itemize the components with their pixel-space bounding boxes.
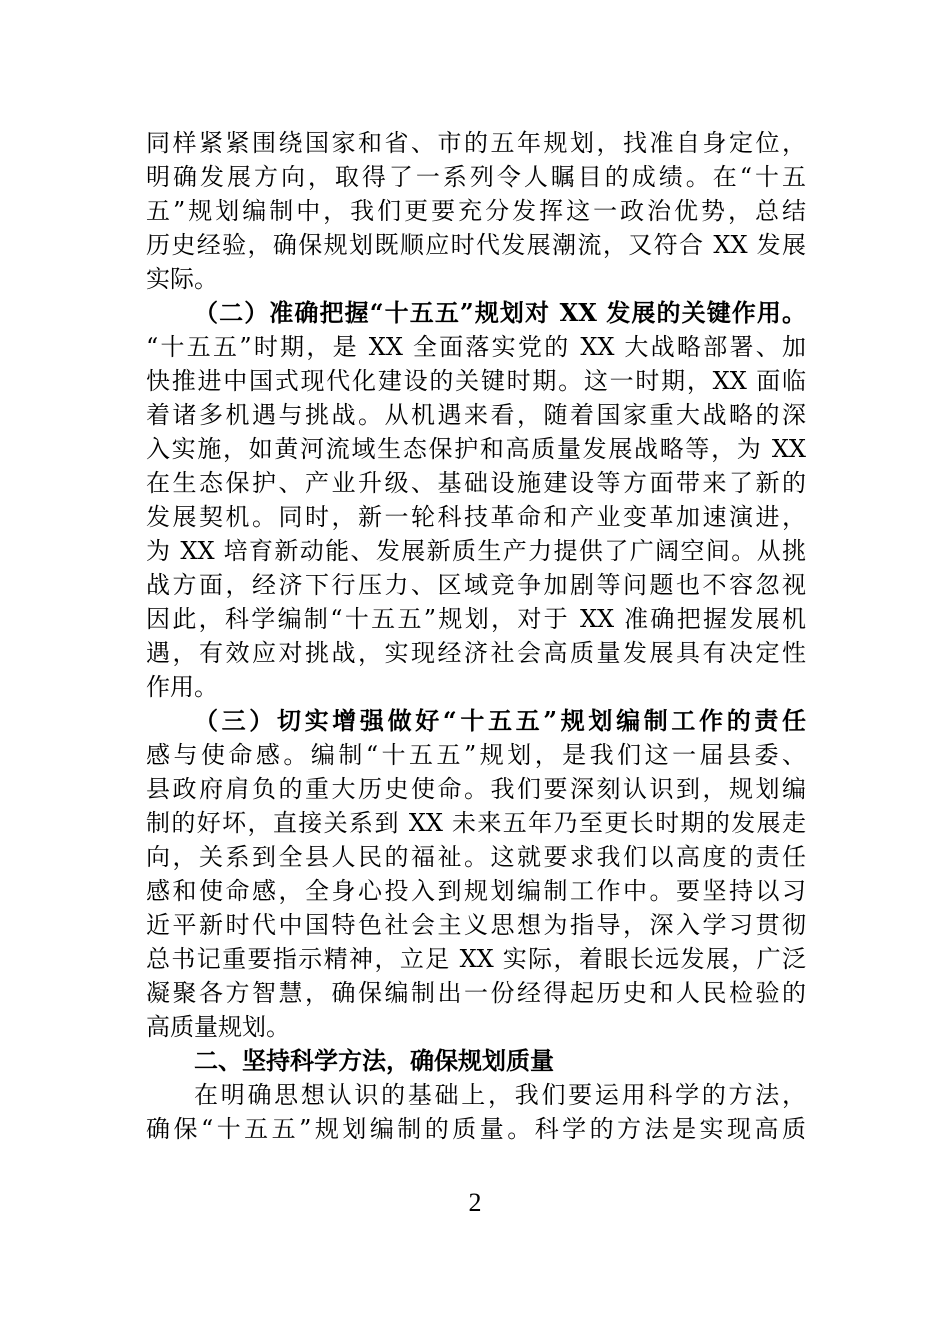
body-text-line: 五”规划编制中，我们更要充分发挥这一政治优势，总结 bbox=[146, 197, 806, 225]
subheading-line: （三）切实增强做好“十五五”规划编制工作的责任 bbox=[194, 706, 806, 735]
subheading-line: （二）准确把握“十五五”规划对 XX 发展的关键作用。 bbox=[194, 298, 806, 327]
body-text-line: 明确发展方向，取得了一系列令人瞩目的成绩。在“十五 bbox=[146, 163, 806, 191]
section-heading: 二、坚持科学方法，确保规划质量 bbox=[194, 1047, 554, 1075]
body-text-line: 遇，有效应对挑战，实现经济社会高质量发展具有决定性 bbox=[146, 639, 806, 667]
body-text-line: 在生态保护、产业升级、基础设施建设等方面带来了新的 bbox=[146, 469, 806, 497]
body-text-line: 战方面，经济下行压力、区域竞争加剧等问题也不容忽视 bbox=[146, 571, 806, 599]
body-text-line: 凝聚各方智慧，确保编制出一份经得起历史和人民检验的 bbox=[146, 979, 806, 1007]
page-number: 2 bbox=[468, 1188, 482, 1217]
body-text-line: 着诸多机遇与挑战。从机遇来看，随着国家重大战略的深 bbox=[146, 401, 806, 429]
body-text-line: 制的好坏，直接关系到 XX 未来五年乃至更长时期的发展走 bbox=[146, 809, 806, 837]
body-text-line: 感和使命感，全身心投入到规划编制工作中。要坚持以习 bbox=[146, 877, 806, 905]
body-text-line: 因此，科学编制“十五五”规划，对于 XX 准确把握发展机 bbox=[146, 605, 806, 633]
body-text-line: 实际。 bbox=[146, 265, 218, 293]
body-text-line: 近平新时代中国特色社会主义思想为指导，深入学习贯彻 bbox=[146, 911, 806, 939]
body-text-line: 总书记重要指示精神，立足 XX 实际，着眼长远发展，广泛 bbox=[146, 945, 806, 973]
body-text-line: 确保“十五五”规划编制的质量。科学的方法是实现高质 bbox=[146, 1115, 806, 1143]
body-text-line: 高质量规划。 bbox=[146, 1013, 290, 1041]
body-text-line: 发展契机。同时，新一轮科技革命和产业变革加速演进， bbox=[146, 503, 806, 531]
body-text-line: 同样紧紧围绕国家和省、市的五年规划，找准自身定位， bbox=[146, 129, 806, 157]
body-text-line: 为 XX 培育新动能、发展新质生产力提供了广阔空间。从挑 bbox=[146, 537, 806, 565]
body-text-line: 作用。 bbox=[146, 673, 218, 701]
body-text-line: 历史经验，确保规划既顺应时代发展潮流，又符合 XX 发展 bbox=[146, 231, 806, 259]
body-text-line: 快推进中国式现代化建设的关键时期。这一时期，XX 面临 bbox=[146, 367, 806, 395]
body-text-line: 入实施，如黄河流域生态保护和高质量发展战略等，为 XX bbox=[146, 435, 806, 463]
body-text-line: 感与使命感。编制“十五五”规划，是我们这一届县委、 bbox=[146, 741, 806, 769]
body-text-line: 县政府肩负的重大历史使命。我们要深刻认识到，规划编 bbox=[146, 775, 806, 803]
body-text-line: “十五五”时期，是 XX 全面落实党的 XX 大战略部署、加 bbox=[146, 333, 806, 361]
body-text-line: 向，关系到全县人民的福祉。这就要求我们以高度的责任 bbox=[146, 843, 806, 871]
body-text-line: 在明确思想认识的基础上，我们要运用科学的方法， bbox=[194, 1081, 806, 1109]
